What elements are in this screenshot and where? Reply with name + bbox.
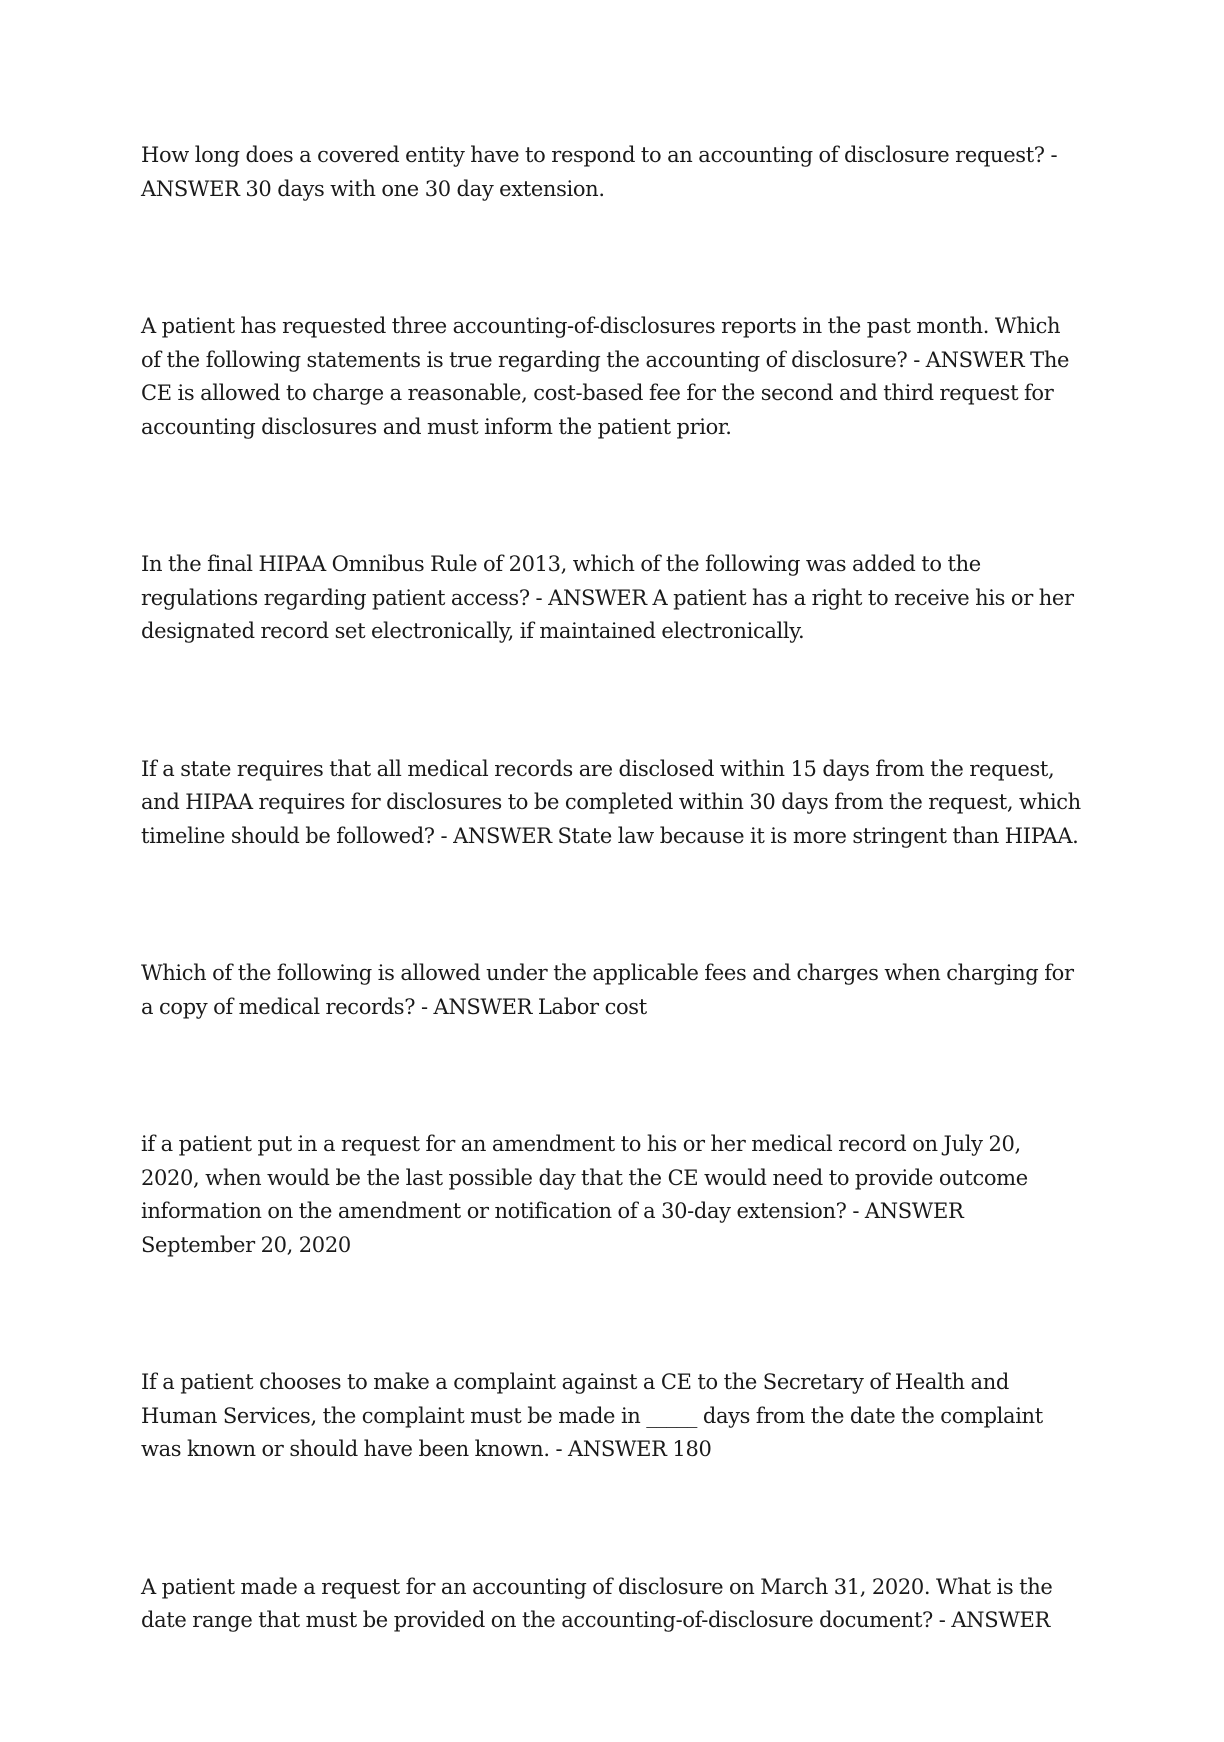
- qa-paragraph-6: if a patient put in a request for an amendment to his or her medical record on July 20, 2020, when would be the last possible day that the CE would need to provide outcome information on the amendment or notification of a 30-day extension? - ANSWER September 20, 2020: [141, 1132, 1028, 1257]
- qa-paragraph-2: A patient has requested three accounting-of-disclosures reports in the past month. Which of the following statements is true regarding the accounting of disclosure? - ANSWER The CE is allowed to charge a reasonable, cost-based fee for the second and third request for accounting disclosures and must inform the patient prior.: [141, 314, 1070, 439]
- qa-paragraph-1: How long does a covered entity have to respond to an accounting of disclosure request? - ANSWER 30 days with one 30 day extension.: [141, 143, 1058, 201]
- qa-paragraph-5: Which of the following is allowed under the applicable fees and charges when charging for a copy of medical records? - ANSWER Labor cost: [141, 961, 1074, 1019]
- qa-paragraph-3: In the final HIPAA Omnibus Rule of 2013, which of the following was added to the regulations regarding patient access? - ANSWER A patient has a right to receive his or her designated record set electronically, if maintained electronically.: [141, 552, 1074, 643]
- qa-paragraph-7: If a patient chooses to make a complaint against a CE to the Secretary of Health and Human Services, the complaint must be made in _____ days from the date the complaint was known or should have been known. - ANSWER 180: [141, 1370, 1043, 1461]
- qa-paragraph-4: If a state requires that all medical records are disclosed within 15 days from the request, and HIPAA requires for disclosures to be completed within 30 days from the request, which timeline should be followed? - ANSWER State law because it is more stringent than HIPAA.: [141, 756, 1081, 848]
- qa-paragraph-8: A patient made a request for an accounting of disclosure on March 31, 2020. What is the date range that must be provided on the accounting-of-disclosure document? - ANSWER: [141, 1574, 1053, 1632]
- qa-list: [141, 139, 1081, 1742]
